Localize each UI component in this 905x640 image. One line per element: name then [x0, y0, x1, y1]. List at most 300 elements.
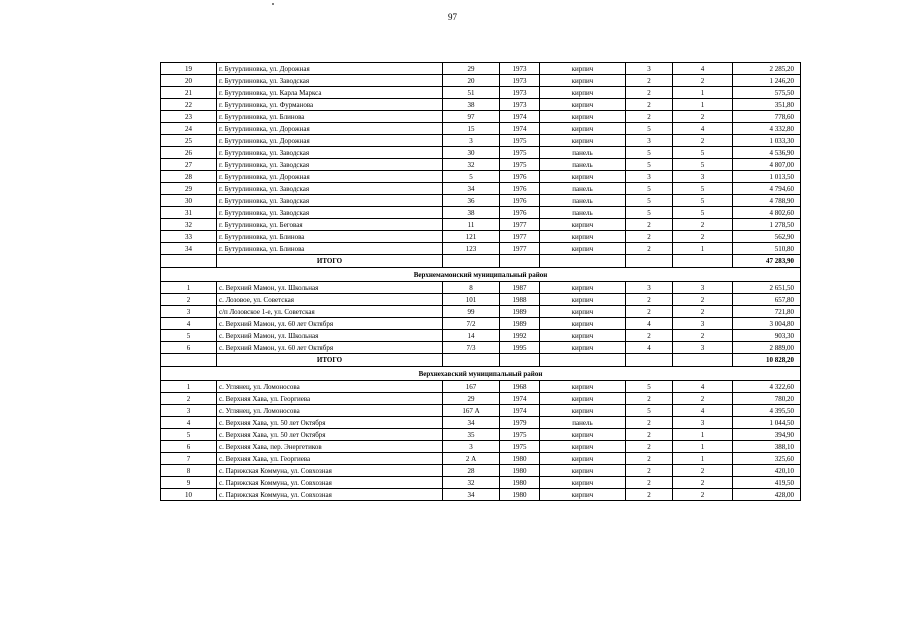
- entrances-count-cell: 4: [673, 63, 733, 75]
- address-cell: с. Парижская Коммуна, ул. Совхозная: [217, 489, 443, 501]
- row-number-cell: 8: [161, 465, 217, 477]
- row-number-cell: 28: [161, 171, 217, 183]
- year-built-cell: 1989: [500, 318, 540, 330]
- year-built-cell: 1976: [500, 207, 540, 219]
- year-built-cell: 1980: [500, 477, 540, 489]
- wall-material-cell: кирпич: [540, 441, 626, 453]
- row-number-cell: 30: [161, 195, 217, 207]
- table-row: [161, 111, 801, 123]
- table-row: [161, 453, 801, 465]
- empty-cell: [500, 255, 540, 268]
- wall-material-cell: панель: [540, 195, 626, 207]
- wall-material-cell: кирпич: [540, 465, 626, 477]
- row-number-cell: 33: [161, 231, 217, 243]
- area-cell: 1 033,30: [733, 135, 801, 147]
- entrances-count-cell: 5: [673, 159, 733, 171]
- house-number-cell: 34: [443, 417, 500, 429]
- address-cell: с. Верхняя Хава, ул. Георгиева: [217, 453, 443, 465]
- year-built-cell: 1980: [500, 465, 540, 477]
- entrances-count-cell: 3: [673, 318, 733, 330]
- floors-count-cell: 2: [626, 87, 673, 99]
- address-cell: г. Бутурлиновка, ул. Заводская: [217, 183, 443, 195]
- address-cell: с. Верхняя Хава, ул. 50 лет Октября: [217, 429, 443, 441]
- wall-material-cell: кирпич: [540, 489, 626, 501]
- empty-cell: [443, 354, 500, 367]
- year-built-cell: 1976: [500, 171, 540, 183]
- entrances-count-cell: 5: [673, 207, 733, 219]
- entrances-count-cell: 2: [673, 330, 733, 342]
- floors-count-cell: 2: [626, 393, 673, 405]
- year-built-cell: 1977: [500, 231, 540, 243]
- address-cell: г. Бутурлиновка, ул. Заводская: [217, 207, 443, 219]
- entrances-count-cell: 1: [673, 441, 733, 453]
- floors-count-cell: 2: [626, 441, 673, 453]
- table-row: [161, 465, 801, 477]
- entrances-count-cell: 3: [673, 282, 733, 294]
- house-number-cell: 32: [443, 159, 500, 171]
- scan-speck: [272, 3, 274, 5]
- year-built-cell: 1980: [500, 489, 540, 501]
- year-built-cell: 1977: [500, 243, 540, 255]
- year-built-cell: 1968: [500, 381, 540, 393]
- house-number-cell: 7/2: [443, 318, 500, 330]
- area-cell: 4 794,60: [733, 183, 801, 195]
- total-row: [161, 354, 801, 367]
- wall-material-cell: кирпич: [540, 393, 626, 405]
- floors-count-cell: 2: [626, 465, 673, 477]
- row-number-cell: 20: [161, 75, 217, 87]
- area-cell: 2 889,00: [733, 342, 801, 354]
- floors-count-cell: 2: [626, 243, 673, 255]
- row-number-cell: 29: [161, 183, 217, 195]
- wall-material-cell: кирпич: [540, 171, 626, 183]
- address-cell: с. Верхняя Хава, ул. 50 лет Октября: [217, 417, 443, 429]
- table-row: [161, 195, 801, 207]
- address-cell: г. Бутурлиновка, ул. Блинова: [217, 111, 443, 123]
- address-cell: с. Углянец, ул. Ломоносова: [217, 405, 443, 417]
- table-row: [161, 231, 801, 243]
- row-number-cell: 34: [161, 243, 217, 255]
- table-row: [161, 489, 801, 501]
- wall-material-cell: кирпич: [540, 405, 626, 417]
- address-cell: г. Бутурлиновка, ул. Заводская: [217, 195, 443, 207]
- house-number-cell: 5: [443, 171, 500, 183]
- section-title: Верхнемамонский муниципальный район: [161, 268, 801, 282]
- floors-count-cell: 5: [626, 381, 673, 393]
- house-number-cell: 7/3: [443, 342, 500, 354]
- section-header-row: [161, 268, 801, 282]
- address-cell: г. Бутурлиновка, ул. Заводская: [217, 159, 443, 171]
- wall-material-cell: кирпич: [540, 75, 626, 87]
- address-cell: г. Бутурлиновка, ул. Дорожная: [217, 135, 443, 147]
- floors-count-cell: 2: [626, 330, 673, 342]
- year-built-cell: 1974: [500, 393, 540, 405]
- entrances-count-cell: 2: [673, 477, 733, 489]
- area-cell: 575,50: [733, 87, 801, 99]
- year-built-cell: 1987: [500, 282, 540, 294]
- entrances-count-cell: 5: [673, 147, 733, 159]
- empty-cell: [443, 255, 500, 268]
- area-cell: 394,90: [733, 429, 801, 441]
- house-number-cell: 34: [443, 489, 500, 501]
- table-row: [161, 294, 801, 306]
- row-number-cell: 10: [161, 489, 217, 501]
- floors-count-cell: 5: [626, 123, 673, 135]
- address-cell: с. Лозовое, ул. Советская: [217, 294, 443, 306]
- house-number-cell: 29: [443, 63, 500, 75]
- entrances-count-cell: 2: [673, 306, 733, 318]
- table-row: [161, 171, 801, 183]
- area-cell: 657,80: [733, 294, 801, 306]
- entrances-count-cell: 1: [673, 99, 733, 111]
- table-row: [161, 282, 801, 294]
- row-number-cell: 27: [161, 159, 217, 171]
- floors-count-cell: 5: [626, 147, 673, 159]
- wall-material-cell: кирпич: [540, 123, 626, 135]
- entrances-count-cell: 2: [673, 219, 733, 231]
- entrances-count-cell: 2: [673, 465, 733, 477]
- table-row: [161, 183, 801, 195]
- area-cell: 419,50: [733, 477, 801, 489]
- empty-cell: [626, 255, 673, 268]
- house-number-cell: 28: [443, 465, 500, 477]
- house-number-cell: 101: [443, 294, 500, 306]
- address-cell: г. Бутурлиновка, ул. Дорожная: [217, 123, 443, 135]
- wall-material-cell: панель: [540, 183, 626, 195]
- house-number-cell: 97: [443, 111, 500, 123]
- area-cell: 1 278,50: [733, 219, 801, 231]
- table-body: [161, 63, 801, 501]
- area-cell: 721,80: [733, 306, 801, 318]
- year-built-cell: 1975: [500, 441, 540, 453]
- address-cell: г. Бутурлиновка, ул. Фурманова: [217, 99, 443, 111]
- row-number-cell: 2: [161, 393, 217, 405]
- table-row: [161, 219, 801, 231]
- entrances-count-cell: 3: [673, 417, 733, 429]
- area-cell: 562,90: [733, 231, 801, 243]
- row-number-cell: 5: [161, 330, 217, 342]
- year-built-cell: 1974: [500, 123, 540, 135]
- area-cell: 4 807,00: [733, 159, 801, 171]
- total-area-value: 10 828,20: [733, 354, 801, 367]
- row-number-cell: 2: [161, 294, 217, 306]
- year-built-cell: 1992: [500, 330, 540, 342]
- row-number-cell: 19: [161, 63, 217, 75]
- table-row: [161, 477, 801, 489]
- entrances-count-cell: 2: [673, 231, 733, 243]
- table-row: [161, 87, 801, 99]
- floors-count-cell: 3: [626, 171, 673, 183]
- year-built-cell: 1979: [500, 417, 540, 429]
- year-built-cell: 1976: [500, 183, 540, 195]
- empty-cell: [500, 354, 540, 367]
- wall-material-cell: кирпич: [540, 231, 626, 243]
- year-built-cell: 1974: [500, 111, 540, 123]
- floors-count-cell: 2: [626, 489, 673, 501]
- empty-cell: [161, 354, 217, 367]
- table-row: [161, 441, 801, 453]
- table-row: [161, 135, 801, 147]
- page-number: 97: [448, 12, 457, 22]
- wall-material-cell: кирпич: [540, 342, 626, 354]
- table-row: [161, 330, 801, 342]
- entrances-count-cell: 2: [673, 294, 733, 306]
- row-number-cell: 1: [161, 381, 217, 393]
- row-number-cell: 3: [161, 405, 217, 417]
- area-cell: 1 013,50: [733, 171, 801, 183]
- wall-material-cell: кирпич: [540, 282, 626, 294]
- floors-count-cell: 2: [626, 75, 673, 87]
- table-row: [161, 381, 801, 393]
- table-row: [161, 429, 801, 441]
- year-built-cell: 1988: [500, 294, 540, 306]
- area-cell: 2 651,50: [733, 282, 801, 294]
- empty-cell: [673, 354, 733, 367]
- wall-material-cell: кирпич: [540, 306, 626, 318]
- entrances-count-cell: 1: [673, 243, 733, 255]
- floors-count-cell: 2: [626, 417, 673, 429]
- entrances-count-cell: 1: [673, 87, 733, 99]
- empty-cell: [540, 354, 626, 367]
- address-cell: г. Бутурлиновка, ул. Заводская: [217, 147, 443, 159]
- row-number-cell: 6: [161, 441, 217, 453]
- wall-material-cell: панель: [540, 147, 626, 159]
- total-label: ИТОГО: [217, 354, 443, 367]
- row-number-cell: 9: [161, 477, 217, 489]
- floors-count-cell: 4: [626, 318, 673, 330]
- section-header-row: [161, 367, 801, 381]
- table-row: [161, 318, 801, 330]
- area-cell: 1 044,50: [733, 417, 801, 429]
- house-number-cell: 99: [443, 306, 500, 318]
- wall-material-cell: кирпич: [540, 243, 626, 255]
- house-number-cell: 20: [443, 75, 500, 87]
- entrances-count-cell: 5: [673, 195, 733, 207]
- row-number-cell: 31: [161, 207, 217, 219]
- wall-material-cell: кирпич: [540, 111, 626, 123]
- address-cell: г. Бутурлиновка, ул. Дорожная: [217, 63, 443, 75]
- floors-count-cell: 3: [626, 282, 673, 294]
- row-number-cell: 4: [161, 417, 217, 429]
- house-number-cell: 2 А: [443, 453, 500, 465]
- table-row: [161, 63, 801, 75]
- house-number-cell: 121: [443, 231, 500, 243]
- floors-count-cell: 2: [626, 429, 673, 441]
- house-number-cell: 123: [443, 243, 500, 255]
- total-label: ИТОГО: [217, 255, 443, 268]
- floors-count-cell: 2: [626, 453, 673, 465]
- section-title: Верхнехавский муниципальный район: [161, 367, 801, 381]
- entrances-count-cell: 4: [673, 405, 733, 417]
- house-number-cell: 11: [443, 219, 500, 231]
- address-cell: г. Бутурлиновка, ул. Блинова: [217, 243, 443, 255]
- table-row: [161, 243, 801, 255]
- floors-count-cell: 2: [626, 231, 673, 243]
- empty-cell: [626, 354, 673, 367]
- empty-cell: [673, 255, 733, 268]
- year-built-cell: 1973: [500, 99, 540, 111]
- entrances-count-cell: 3: [673, 342, 733, 354]
- area-cell: 778,60: [733, 111, 801, 123]
- year-built-cell: 1975: [500, 429, 540, 441]
- entrances-count-cell: 2: [673, 75, 733, 87]
- floors-count-cell: 3: [626, 135, 673, 147]
- house-number-cell: 38: [443, 207, 500, 219]
- address-cell: г. Бутурлиновка, ул. Блинова: [217, 231, 443, 243]
- house-number-cell: 8: [443, 282, 500, 294]
- area-cell: 780,20: [733, 393, 801, 405]
- row-number-cell: 32: [161, 219, 217, 231]
- table-row: [161, 99, 801, 111]
- year-built-cell: 1973: [500, 63, 540, 75]
- floors-count-cell: 5: [626, 405, 673, 417]
- house-number-cell: 167 А: [443, 405, 500, 417]
- house-number-cell: 34: [443, 183, 500, 195]
- address-cell: с. Верхний Мамон, ул. Школьная: [217, 330, 443, 342]
- house-number-cell: 38: [443, 99, 500, 111]
- year-built-cell: 1977: [500, 219, 540, 231]
- housing-table: [160, 62, 801, 501]
- house-number-cell: 51: [443, 87, 500, 99]
- table-row: [161, 123, 801, 135]
- row-number-cell: 22: [161, 99, 217, 111]
- entrances-count-cell: 4: [673, 381, 733, 393]
- row-number-cell: 21: [161, 87, 217, 99]
- address-cell: с. Парижская Коммуна, ул. Совхозная: [217, 477, 443, 489]
- row-number-cell: 1: [161, 282, 217, 294]
- house-number-cell: 29: [443, 393, 500, 405]
- wall-material-cell: кирпич: [540, 294, 626, 306]
- address-cell: с. Парижская Коммуна, ул. Совхозная: [217, 465, 443, 477]
- address-cell: с. Углянец, ул. Ломоносова: [217, 381, 443, 393]
- row-number-cell: 5: [161, 429, 217, 441]
- area-cell: 4 322,60: [733, 381, 801, 393]
- floors-count-cell: 5: [626, 207, 673, 219]
- table-row: [161, 75, 801, 87]
- house-number-cell: 167: [443, 381, 500, 393]
- area-cell: 4 332,80: [733, 123, 801, 135]
- table-row: [161, 306, 801, 318]
- wall-material-cell: кирпич: [540, 219, 626, 231]
- house-number-cell: 15: [443, 123, 500, 135]
- floors-count-cell: 4: [626, 342, 673, 354]
- floors-count-cell: 5: [626, 159, 673, 171]
- area-cell: 351,80: [733, 99, 801, 111]
- address-cell: г. Бутурлиновка, ул. Беговая: [217, 219, 443, 231]
- house-number-cell: 32: [443, 477, 500, 489]
- address-cell: г. Бутурлиновка, ул. Заводская: [217, 75, 443, 87]
- area-cell: 428,00: [733, 489, 801, 501]
- house-number-cell: 36: [443, 195, 500, 207]
- floors-count-cell: 2: [626, 306, 673, 318]
- floors-count-cell: 2: [626, 99, 673, 111]
- area-cell: 903,30: [733, 330, 801, 342]
- year-built-cell: 1975: [500, 159, 540, 171]
- row-number-cell: 3: [161, 306, 217, 318]
- area-cell: 4 395,50: [733, 405, 801, 417]
- table-row: [161, 405, 801, 417]
- year-built-cell: 1975: [500, 147, 540, 159]
- house-number-cell: 35: [443, 429, 500, 441]
- table-row: [161, 417, 801, 429]
- floors-count-cell: 2: [626, 477, 673, 489]
- entrances-count-cell: 2: [673, 489, 733, 501]
- wall-material-cell: кирпич: [540, 87, 626, 99]
- year-built-cell: 1973: [500, 75, 540, 87]
- wall-material-cell: панель: [540, 159, 626, 171]
- year-built-cell: 1973: [500, 87, 540, 99]
- table-row: [161, 342, 801, 354]
- row-number-cell: 23: [161, 111, 217, 123]
- area-cell: 3 004,80: [733, 318, 801, 330]
- entrances-count-cell: 1: [673, 429, 733, 441]
- entrances-count-cell: 2: [673, 135, 733, 147]
- wall-material-cell: кирпич: [540, 477, 626, 489]
- table-row: [161, 393, 801, 405]
- row-number-cell: 6: [161, 342, 217, 354]
- year-built-cell: 1980: [500, 453, 540, 465]
- floors-count-cell: 2: [626, 111, 673, 123]
- wall-material-cell: кирпич: [540, 135, 626, 147]
- area-cell: 4 788,90: [733, 195, 801, 207]
- wall-material-cell: кирпич: [540, 453, 626, 465]
- entrances-count-cell: 4: [673, 123, 733, 135]
- empty-cell: [161, 255, 217, 268]
- wall-material-cell: кирпич: [540, 99, 626, 111]
- area-cell: 2 285,20: [733, 63, 801, 75]
- year-built-cell: 1989: [500, 306, 540, 318]
- area-cell: 4 802,60: [733, 207, 801, 219]
- wall-material-cell: кирпич: [540, 381, 626, 393]
- year-built-cell: 1975: [500, 135, 540, 147]
- row-number-cell: 26: [161, 147, 217, 159]
- area-cell: 510,80: [733, 243, 801, 255]
- table-row: [161, 207, 801, 219]
- floors-count-cell: 2: [626, 294, 673, 306]
- house-number-cell: 3: [443, 441, 500, 453]
- wall-material-cell: кирпич: [540, 429, 626, 441]
- address-cell: с/п Лозовское 1-е, ул. Советская: [217, 306, 443, 318]
- year-built-cell: 1976: [500, 195, 540, 207]
- row-number-cell: 4: [161, 318, 217, 330]
- total-row: [161, 255, 801, 268]
- entrances-count-cell: 5: [673, 183, 733, 195]
- entrances-count-cell: 2: [673, 393, 733, 405]
- address-cell: с. Верхняя Хава, ул. Георгиева: [217, 393, 443, 405]
- row-number-cell: 7: [161, 453, 217, 465]
- house-number-cell: 3: [443, 135, 500, 147]
- address-cell: г. Бутурлиновка, ул. Карла Маркса: [217, 87, 443, 99]
- address-cell: с. Верхний Мамон, ул. Школьная: [217, 282, 443, 294]
- year-built-cell: 1974: [500, 405, 540, 417]
- wall-material-cell: панель: [540, 417, 626, 429]
- address-cell: с. Верхний Мамон, ул. 60 лет Октября: [217, 342, 443, 354]
- table-row: [161, 159, 801, 171]
- wall-material-cell: панель: [540, 207, 626, 219]
- address-cell: с. Верхний Мамон, ул. 60 лет Октября: [217, 318, 443, 330]
- floors-count-cell: 3: [626, 63, 673, 75]
- area-cell: 325,60: [733, 453, 801, 465]
- year-built-cell: 1995: [500, 342, 540, 354]
- row-number-cell: 25: [161, 135, 217, 147]
- wall-material-cell: кирпич: [540, 330, 626, 342]
- area-cell: 4 536,90: [733, 147, 801, 159]
- area-cell: 388,10: [733, 441, 801, 453]
- row-number-cell: 24: [161, 123, 217, 135]
- address-cell: с. Верхняя Хава, пер. Энергетиков: [217, 441, 443, 453]
- floors-count-cell: 5: [626, 183, 673, 195]
- empty-cell: [540, 255, 626, 268]
